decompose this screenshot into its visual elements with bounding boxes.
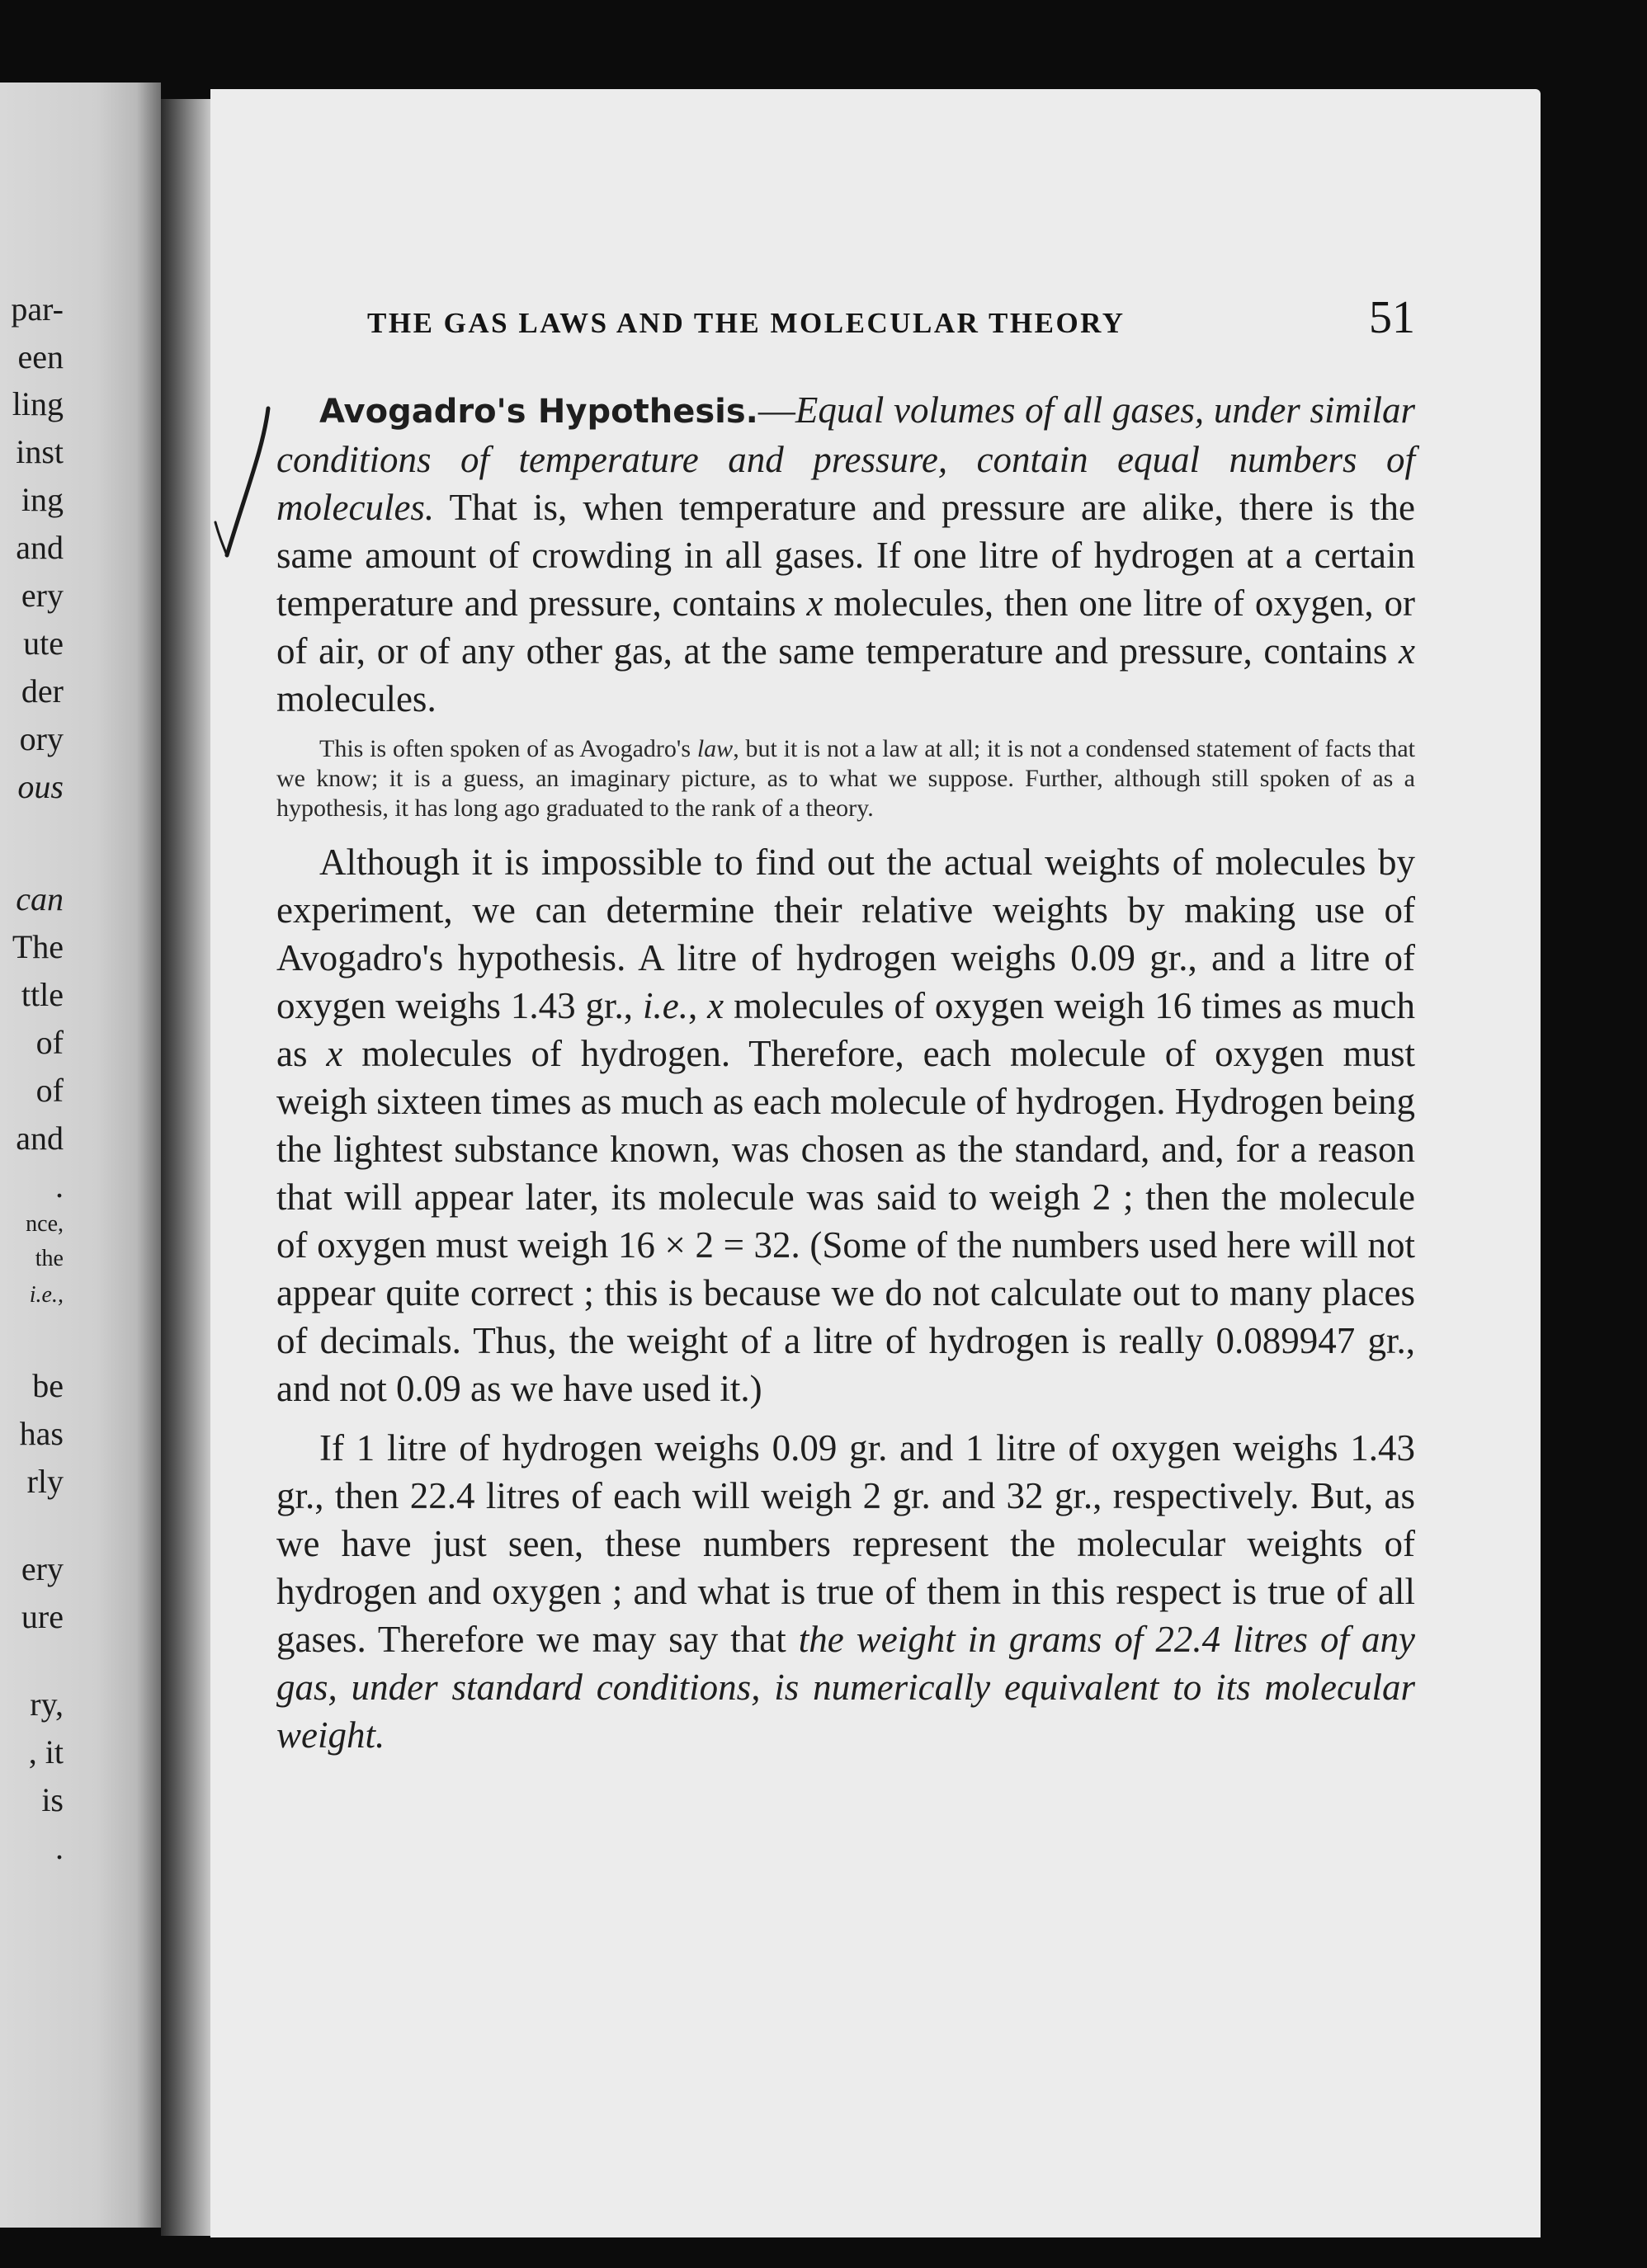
left-page-text-fragment: can	[16, 880, 64, 917]
book-page	[210, 89, 1541, 2237]
left-page-text-fragment: een	[17, 338, 64, 375]
left-page-text-fragment: ttle	[21, 976, 64, 1013]
paragraph-2-text-1: Although it is impossible to find out the actual weights of molecules by experiment, we can determine their relative weights by making use of Avogadro's hypothesis. A litre of hydrogen weighs 0.09 gr., and a litre of oxygen weighs 1.43 gr.,	[276, 842, 1415, 1026]
running-head-title: THE GAS LAWS AND THE MOLECULAR THEORY	[367, 307, 1126, 339]
left-page-text-fragment: rly	[26, 1463, 64, 1500]
left-page-text-fragment: ing	[21, 481, 64, 518]
left-page-text-fragment: .	[55, 1829, 64, 1866]
footnote	[276, 734, 1415, 823]
left-page-text-fragment: of	[35, 1072, 64, 1109]
left-page-text-fragment: ure	[21, 1598, 64, 1635]
left-page-text-fragment: the	[35, 1246, 64, 1271]
molecular-volume-paragraph	[276, 1424, 1415, 1759]
left-page-text-fragment: par-	[11, 290, 64, 328]
left-page-text-fragment: ery	[21, 1550, 64, 1587]
paragraph-2-text-2: ,	[687, 985, 708, 1026]
left-page-text-fragment: .	[55, 1167, 64, 1205]
paragraph-3-emphasis: the weight in grams of 22.4 litres of any gas, under standard conditions, is numerically equivalent to its molecular weight.	[276, 1619, 1415, 1756]
left-page-text-fragment: ory	[19, 720, 64, 757]
ie-abbreviation: i.e.	[642, 985, 688, 1026]
left-page-text-fragment: ry,	[30, 1686, 64, 1723]
law-statement: Equal volumes of all gases, under similar conditions of temperature and pressure, contain equal numbers of molecules.	[276, 389, 1416, 528]
paragraph-2-text-3: molecules of oxygen weigh 16 times as much as	[276, 985, 1416, 1074]
left-page-text-fragment: i.e.,	[29, 1282, 64, 1308]
left-page-text-fragment: ling	[12, 385, 64, 422]
explanation-text-2: molecules, then one litre of oxygen, or of air, or of any other gas, at the same temperature and pressure, contains	[276, 582, 1415, 672]
left-page-text-fragment: has	[19, 1415, 64, 1452]
book-gutter	[161, 99, 215, 2236]
paragraph-3-text-1: If 1 litre of hydrogen weighs 0.09 gr. and 1 litre of oxygen weighs 1.43 gr., then 22.4 litres of each will weigh 2 gr. and 32 gr., respectively. But, as we have just seen, these numbers represent the molecular weights of hydrogen and oxygen ; and what is true of them in this respect is true of all gases. Therefore we may say that	[276, 1427, 1415, 1660]
footnote-law-word: law	[696, 735, 734, 762]
left-page-text-fragment: ery	[21, 577, 64, 614]
avogadro-hypothesis-paragraph	[276, 386, 1415, 723]
variable-x: x	[806, 582, 824, 624]
variable-x: x	[1399, 630, 1415, 672]
variable-x: x	[707, 985, 724, 1026]
left-page-text-fragment: , it	[28, 1733, 64, 1771]
page-body	[276, 386, 1415, 1759]
relative-weights-paragraph	[276, 838, 1415, 1412]
variable-x: x	[326, 1033, 343, 1074]
section-heading: Avogadro's Hypothesis.	[319, 393, 758, 431]
left-page-text-fragment: is	[41, 1781, 64, 1818]
left-page-text-fragment: of	[35, 1024, 64, 1061]
left-page-text-fragment: inst	[16, 433, 64, 470]
previous-page-edge	[0, 83, 161, 2228]
left-page-text-fragment: nce,	[26, 1211, 64, 1237]
left-page-text-fragment: and	[16, 529, 64, 566]
left-page-text-fragment: ous	[17, 768, 64, 805]
paragraph-2-text-4: molecules of hydrogen. Therefore, each molecule of oxygen must weigh sixteen times as much as each molecule of hydrogen. Hydrogen being the lightest substance known, was chosen as the standard, and, for a reason that will appear later, its molecule was said to weigh 2 ; then the molecule of oxygen must weigh 16 × 2 = 32. (Some of the numbers used here will not appear quite correct ; this is because we do not calculate out to many places of decimals. Thus, the weight of a litre of hydrogen is really 0.089947 gr., and not 0.09 as we have used it.)	[276, 1033, 1415, 1409]
left-page-text-fragment: be	[32, 1367, 64, 1404]
footnote-text-2: , but it is not a law at all; it is not a condensed statement of facts that we know; it is a guess, an imaginary picture, as to what we suppose. Further, although still spoken of as a hypothesis, it has long ago graduated to the rank of a theory.	[276, 735, 1415, 822]
handwritten-check-mark-icon	[210, 398, 285, 563]
left-page-text-fragment: der	[21, 672, 64, 710]
running-head	[367, 291, 1415, 344]
left-page-text-fragment: ute	[23, 625, 64, 662]
left-page-text-fragment: The	[12, 928, 64, 965]
explanation-text-1: That is, when temperature and pressure are alike, there is the same amount of crowding in all gases. If one litre of hydrogen at a certain temperature and pressure, contains	[276, 487, 1415, 624]
footnote-text-1: This is often spoken of as Avogadro's	[319, 735, 697, 762]
left-page-text-fragment: and	[16, 1120, 64, 1157]
heading-dash: —	[757, 389, 795, 431]
explanation-text-3: molecules.	[276, 678, 437, 719]
page-number: 51	[1369, 292, 1415, 343]
